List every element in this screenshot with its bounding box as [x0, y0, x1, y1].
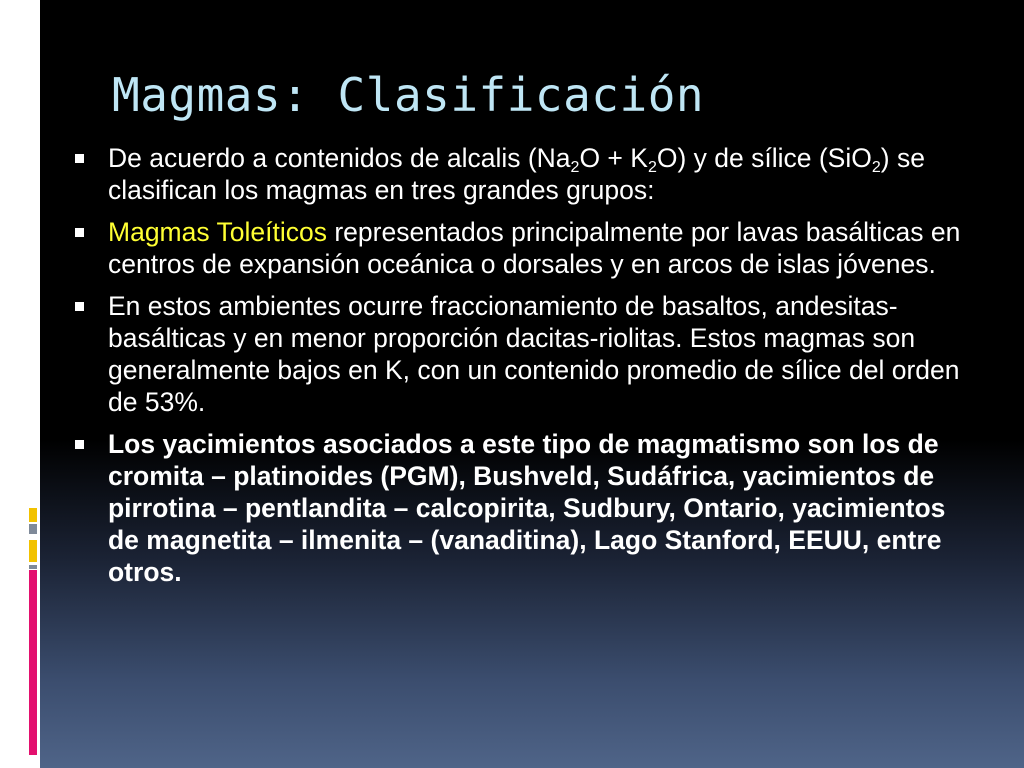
decor-gray-line	[29, 565, 37, 569]
decor-gray-block	[29, 524, 37, 534]
bullet-item-1	[72, 142, 972, 206]
bullet-square-icon	[75, 302, 84, 311]
subscript-2: 2	[647, 159, 657, 176]
bullet-4-text: Los yacimientos asociados a este tipo de magmatismo son los de cromita – platinoides (PGM), Bushveld, Sudáfrica, yacimientos de pirrotina – pentlandita – calcopirita, Sudbury, Ontario, yacimientos de magnetita – ilmenita – (vanaditina), Lago Stanford, EEUU, entre otros.	[108, 429, 946, 587]
slide-title: Magmas: Clasificación	[112, 68, 705, 122]
bullet-square-icon	[75, 228, 84, 237]
bullet-1-text-d: ) se clasifican los magmas en tres grandes grupos:	[108, 143, 925, 205]
bullet-square-icon	[75, 154, 84, 163]
bullet-list	[72, 142, 972, 598]
subscript-2: 2	[570, 159, 580, 176]
bullet-item-3	[72, 290, 972, 418]
decor-yellow-block	[29, 508, 37, 522]
bullet-2-text: representados principalmente por lavas basálticas en centros de expansión oceánica o dorsales y en arcos de islas jóvenes.	[108, 217, 961, 279]
subscript-2: 2	[871, 159, 881, 176]
bullet-item-2	[72, 216, 972, 280]
bullet-square-icon	[75, 440, 84, 449]
decor-pink-bar	[29, 570, 37, 755]
bullet-1-text-a: De acuerdo a contenidos de alcalis (Na	[108, 143, 571, 173]
bullet-1-text-b: O + K	[579, 143, 648, 173]
decor-yellow-block-2	[29, 540, 37, 562]
bullet-3-text: En estos ambientes ocurre fraccionamiento de basaltos, andesitas-basálticas y en menor proporción dacitas-riolitas. Estos magmas son generalmente bajos en K, con un contenido promedio de sílice del orden de 53%.	[108, 291, 960, 417]
highlight-term: Magmas Toleíticos	[108, 217, 327, 247]
bullet-1-text-c: O) y de sílice (SiO	[656, 143, 872, 173]
bullet-item-4	[72, 428, 972, 588]
